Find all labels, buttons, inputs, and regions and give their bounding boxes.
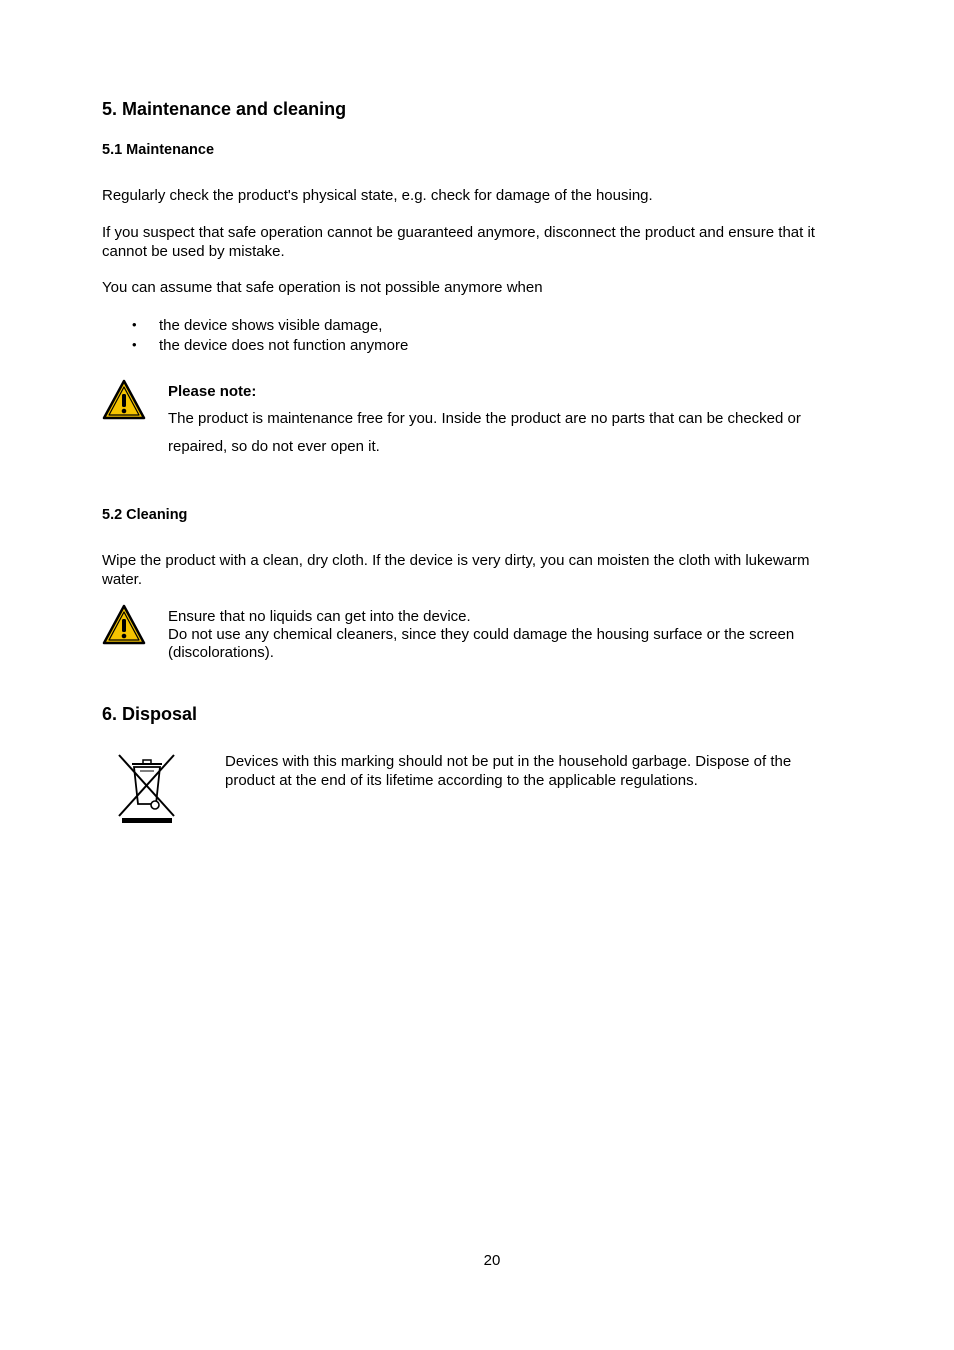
bullet-marker: • xyxy=(132,317,137,332)
maintenance-paragraph-3: You can assume that safe operation is not possible anymore when xyxy=(102,279,543,296)
crossed-out-wheelie-bin-icon xyxy=(116,752,178,824)
list-item: the device does not function anymore xyxy=(159,337,409,354)
section-5-2-heading: 5.2 Cleaning xyxy=(102,507,188,523)
maintenance-paragraph-2-line-1: If you suspect that safe operation cannot be guaranteed anymore, disconnect the product and ensure that it xyxy=(102,224,815,241)
disposal-paragraph-line-2: product at the end of its lifetime according to the applicable regulations. xyxy=(225,772,698,789)
warning-triangle-icon xyxy=(102,604,146,646)
cleaning-paragraph-line-1: Wipe the product with a clean, dry cloth. If the device is very dirty, you can moisten the cloth with lukewarm xyxy=(102,552,810,569)
maintenance-paragraph-2-line-2: cannot be used by mistake. xyxy=(102,243,285,260)
cleaning-note-line-1: Ensure that no liquids can get into the device. xyxy=(168,608,471,625)
maintenance-paragraph-2 xyxy=(102,223,815,261)
note-line-1: The product is maintenance free for you. Inside the product are no parts that can be checked or xyxy=(168,410,801,427)
cleaning-note-line-3: (discolorations). xyxy=(168,644,274,661)
section-5-heading: 5. Maintenance and cleaning xyxy=(102,99,347,119)
note-line-2: repaired, so do not ever open it. xyxy=(168,438,380,455)
maintenance-paragraph-1: Regularly check the product's physical state, e.g. check for damage of the housing. xyxy=(102,187,653,204)
bullet-marker: • xyxy=(132,337,137,352)
cleaning-paragraph-line-2: water. xyxy=(102,571,143,588)
cleaning-note xyxy=(168,607,794,662)
cleaning-note-line-2: Do not use any chemical cleaners, since they could damage the housing surface or the screen xyxy=(168,626,795,643)
list-item: the device shows visible damage, xyxy=(159,317,383,334)
cleaning-paragraph xyxy=(102,551,810,589)
disposal-paragraph-line-1: Devices with this marking should not be put in the household garbage. Dispose of the xyxy=(225,753,792,770)
warning-triangle-icon xyxy=(102,379,146,421)
page-number: 20 xyxy=(483,1252,501,1269)
note-title: Please note: xyxy=(168,383,257,400)
disposal-paragraph xyxy=(225,752,791,790)
section-6-heading: 6. Disposal xyxy=(102,704,198,724)
section-5-1-heading: 5.1 Maintenance xyxy=(102,142,215,158)
